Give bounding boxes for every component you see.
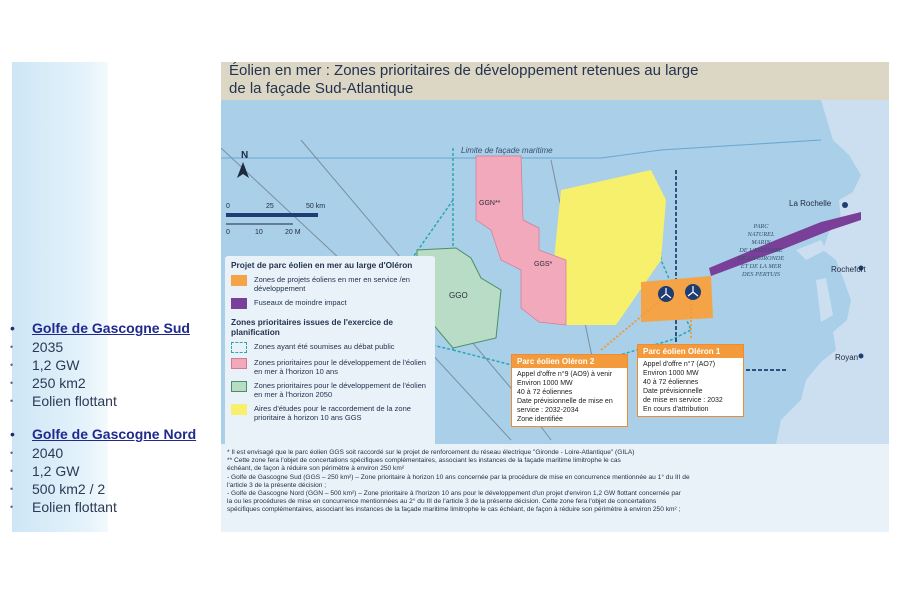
callout-oleron-2 — [511, 354, 628, 427]
legend-item-label: Zones de projets éoliens en mer en service /en développement — [254, 275, 410, 293]
bullet-icon: • — [10, 342, 14, 352]
callout-title: Parc éolien Oléron 2 — [512, 355, 627, 368]
golfe-gascogne-sud-link[interactable]: Golfe de Gascogne Sud — [32, 320, 190, 336]
list-item — [10, 338, 210, 356]
note-line: ** Cette zone fera l'objet de concertations spécifiques complémentaires, associant les instances de la façade maritime limitrophe le cas — [227, 457, 621, 465]
callout-oleron-1 — [637, 344, 744, 417]
note-line: - Golfe de Gascogne Sud (GGS – 250 km²) – Zone prioritaire à horizon 10 ans concernée par la procédure de mise en concurrence mentionnée au 1° du III de — [227, 473, 690, 481]
zone-list — [10, 318, 210, 530]
facade-limit-label: Limite de façade maritime — [461, 146, 553, 155]
list-item — [10, 480, 210, 498]
zone-group-header — [10, 318, 210, 338]
callout-line: Date prévisionnelle — [643, 388, 703, 395]
svg-text:10: 10 — [255, 229, 263, 236]
map-title-line-1: Éolien en mer : Zones prioritaires de développement retenues au large — [229, 62, 699, 79]
list-item — [10, 444, 210, 462]
svg-text:PARC: PARC — [753, 223, 769, 230]
list-item-text: 1,2 GW — [32, 357, 80, 373]
callout-line: Zone identifiée — [517, 416, 563, 423]
legend-item-label: Aires d'études pour le raccordement de la zone prioritaire à horizon 10 ans GGS — [254, 404, 411, 422]
svg-text:DES PERTUIS: DES PERTUIS — [742, 271, 780, 278]
bullet-icon: • — [10, 466, 14, 476]
list-item-text: Eolien flottant — [32, 499, 117, 515]
map-title — [229, 62, 698, 98]
map-title-line-2: de la façade Sud-Atlantique — [229, 80, 414, 97]
svg-text:0: 0 — [226, 229, 230, 236]
callout-line: 40 à 72 éoliennes — [517, 389, 573, 396]
bullet-icon: • — [10, 448, 14, 458]
list-item-text: 2040 — [32, 445, 64, 461]
legend-section-title: Projet de parc éolien en mer au large d'Oléron — [231, 260, 413, 270]
list-item — [10, 374, 210, 392]
list-item-text: 500 km2 / 2 — [32, 481, 106, 497]
oleron-parks — [641, 276, 713, 322]
legend-item — [231, 404, 429, 422]
callout-line: Environ 1000 MW — [517, 380, 573, 387]
note-line: échéant, de façon à réduire son périmètre à environ 250 km² — [227, 465, 405, 473]
list-item — [10, 498, 210, 516]
la-rochelle-label: La Rochelle — [789, 199, 832, 208]
list-item — [10, 462, 210, 480]
legend-item-label: Fuseaux de moindre impact — [254, 298, 347, 307]
zone-group-header — [10, 424, 210, 444]
svg-text:25: 25 — [266, 203, 274, 210]
callout-line: de mise en service : 2032 — [643, 397, 723, 404]
map-title-band — [221, 62, 889, 100]
bullet-icon: • — [10, 484, 14, 494]
list-item-text: Eolien flottant — [32, 393, 117, 409]
legend-item — [231, 342, 429, 353]
rochefort-label: Rochefort — [831, 265, 866, 274]
legend-item-label: Zones prioritaires pour le développement de l'éolien en mer à l'horizon 10 ans — [254, 358, 426, 376]
note-line: * Il est envisagé que le parc éolien GGS soit raccordé sur le projet de renforcement du réseau électrique "Gironde - Loire-Atlantique" (GILA) — [227, 449, 635, 456]
svg-text:DE L'ESTUAIRE: DE L'ESTUAIRE — [739, 247, 783, 254]
svg-text:50 km: 50 km — [306, 203, 326, 210]
list-item-text: 1,2 GW — [32, 463, 80, 479]
legend-item-label: Zones prioritaires pour le développement de l'éolien en mer à l'horizon 2050 — [254, 381, 426, 399]
svg-text:20 M: 20 M — [285, 229, 301, 236]
zone-group-sud — [10, 318, 210, 410]
callout-line: Appel d'offre n°7 (AO7) — [643, 361, 716, 368]
note-line: - Golfe de Gascogne Nord (GGN – 500 km²) – Zone prioritaire à l'horizon 10 ans pour le développement d'un projet d'environ 1,2 GW flottant concernée par — [227, 490, 681, 498]
list-item — [10, 356, 210, 374]
svg-text:0: 0 — [226, 203, 230, 210]
royan-label: Royan — [835, 353, 859, 362]
legend-item-label: Zones ayant été soumises au débat public — [254, 342, 395, 351]
legend-item — [231, 298, 429, 309]
svg-text:NATUREL: NATUREL — [747, 231, 775, 238]
ggs-label: GGS* — [534, 261, 553, 268]
list-item — [10, 392, 210, 410]
bullet-icon: • — [10, 396, 14, 406]
legend-item — [231, 358, 429, 376]
callout-line: Appel d'offre n°9 (AO9) à venir — [517, 371, 613, 378]
callout-title: Parc éolien Oléron 1 — [638, 345, 743, 358]
callout-line: service : 2032-2034 — [517, 407, 579, 414]
ggn-label: GGN** — [479, 200, 501, 207]
note-line: l'article 3 de la présente décision ; — [227, 481, 327, 489]
note-line: la ou les procédures de mise en concurrence mentionnées au 2° du III de l'article 3 de la présente décision. Cette zone fera l'objet de concertations — [227, 498, 657, 506]
legend-item — [231, 381, 429, 399]
note-line: spécifiques complémentaires, associant les instances de la façade maritime limitrophe le cas échéant, de façon à réduire son périmètre à environ 250 km² ; — [227, 506, 681, 514]
svg-text:N: N — [241, 150, 249, 161]
callout-line: Environ 1000 MW — [643, 370, 699, 377]
callout-line: Date prévisionnelle de mise en — [517, 398, 613, 405]
bullet-icon: • — [10, 360, 14, 370]
bullet-icon: • — [10, 320, 15, 336]
royan-marker — [859, 354, 864, 359]
bullet-icon: • — [10, 426, 15, 442]
notes-box — [221, 444, 889, 532]
map-panel — [221, 62, 889, 532]
bullet-icon: • — [10, 502, 14, 512]
golfe-gascogne-nord-link[interactable]: Golfe de Gascogne Nord — [32, 426, 197, 442]
wind-turbine-icon — [685, 284, 701, 300]
legend-section-title: Zones prioritaires issues de l'exercice de planification — [231, 317, 393, 337]
callout-line: 40 à 72 éoliennes — [643, 379, 699, 386]
callout-line: En cours d'attribution — [643, 406, 709, 413]
ggo-label: GGO — [449, 291, 468, 300]
legend-item — [231, 275, 429, 293]
la-rochelle-marker — [842, 202, 848, 208]
bullet-icon: • — [10, 378, 14, 388]
svg-text:DE LA GIRONDE: DE LA GIRONDE — [737, 255, 785, 262]
list-item-text: 2035 — [32, 339, 64, 355]
list-item-text: 250 km2 — [32, 375, 86, 391]
zone-group-nord — [10, 424, 210, 516]
svg-text:MARIN: MARIN — [751, 239, 771, 246]
svg-text:ET DE LA MER: ET DE LA MER — [740, 263, 782, 270]
